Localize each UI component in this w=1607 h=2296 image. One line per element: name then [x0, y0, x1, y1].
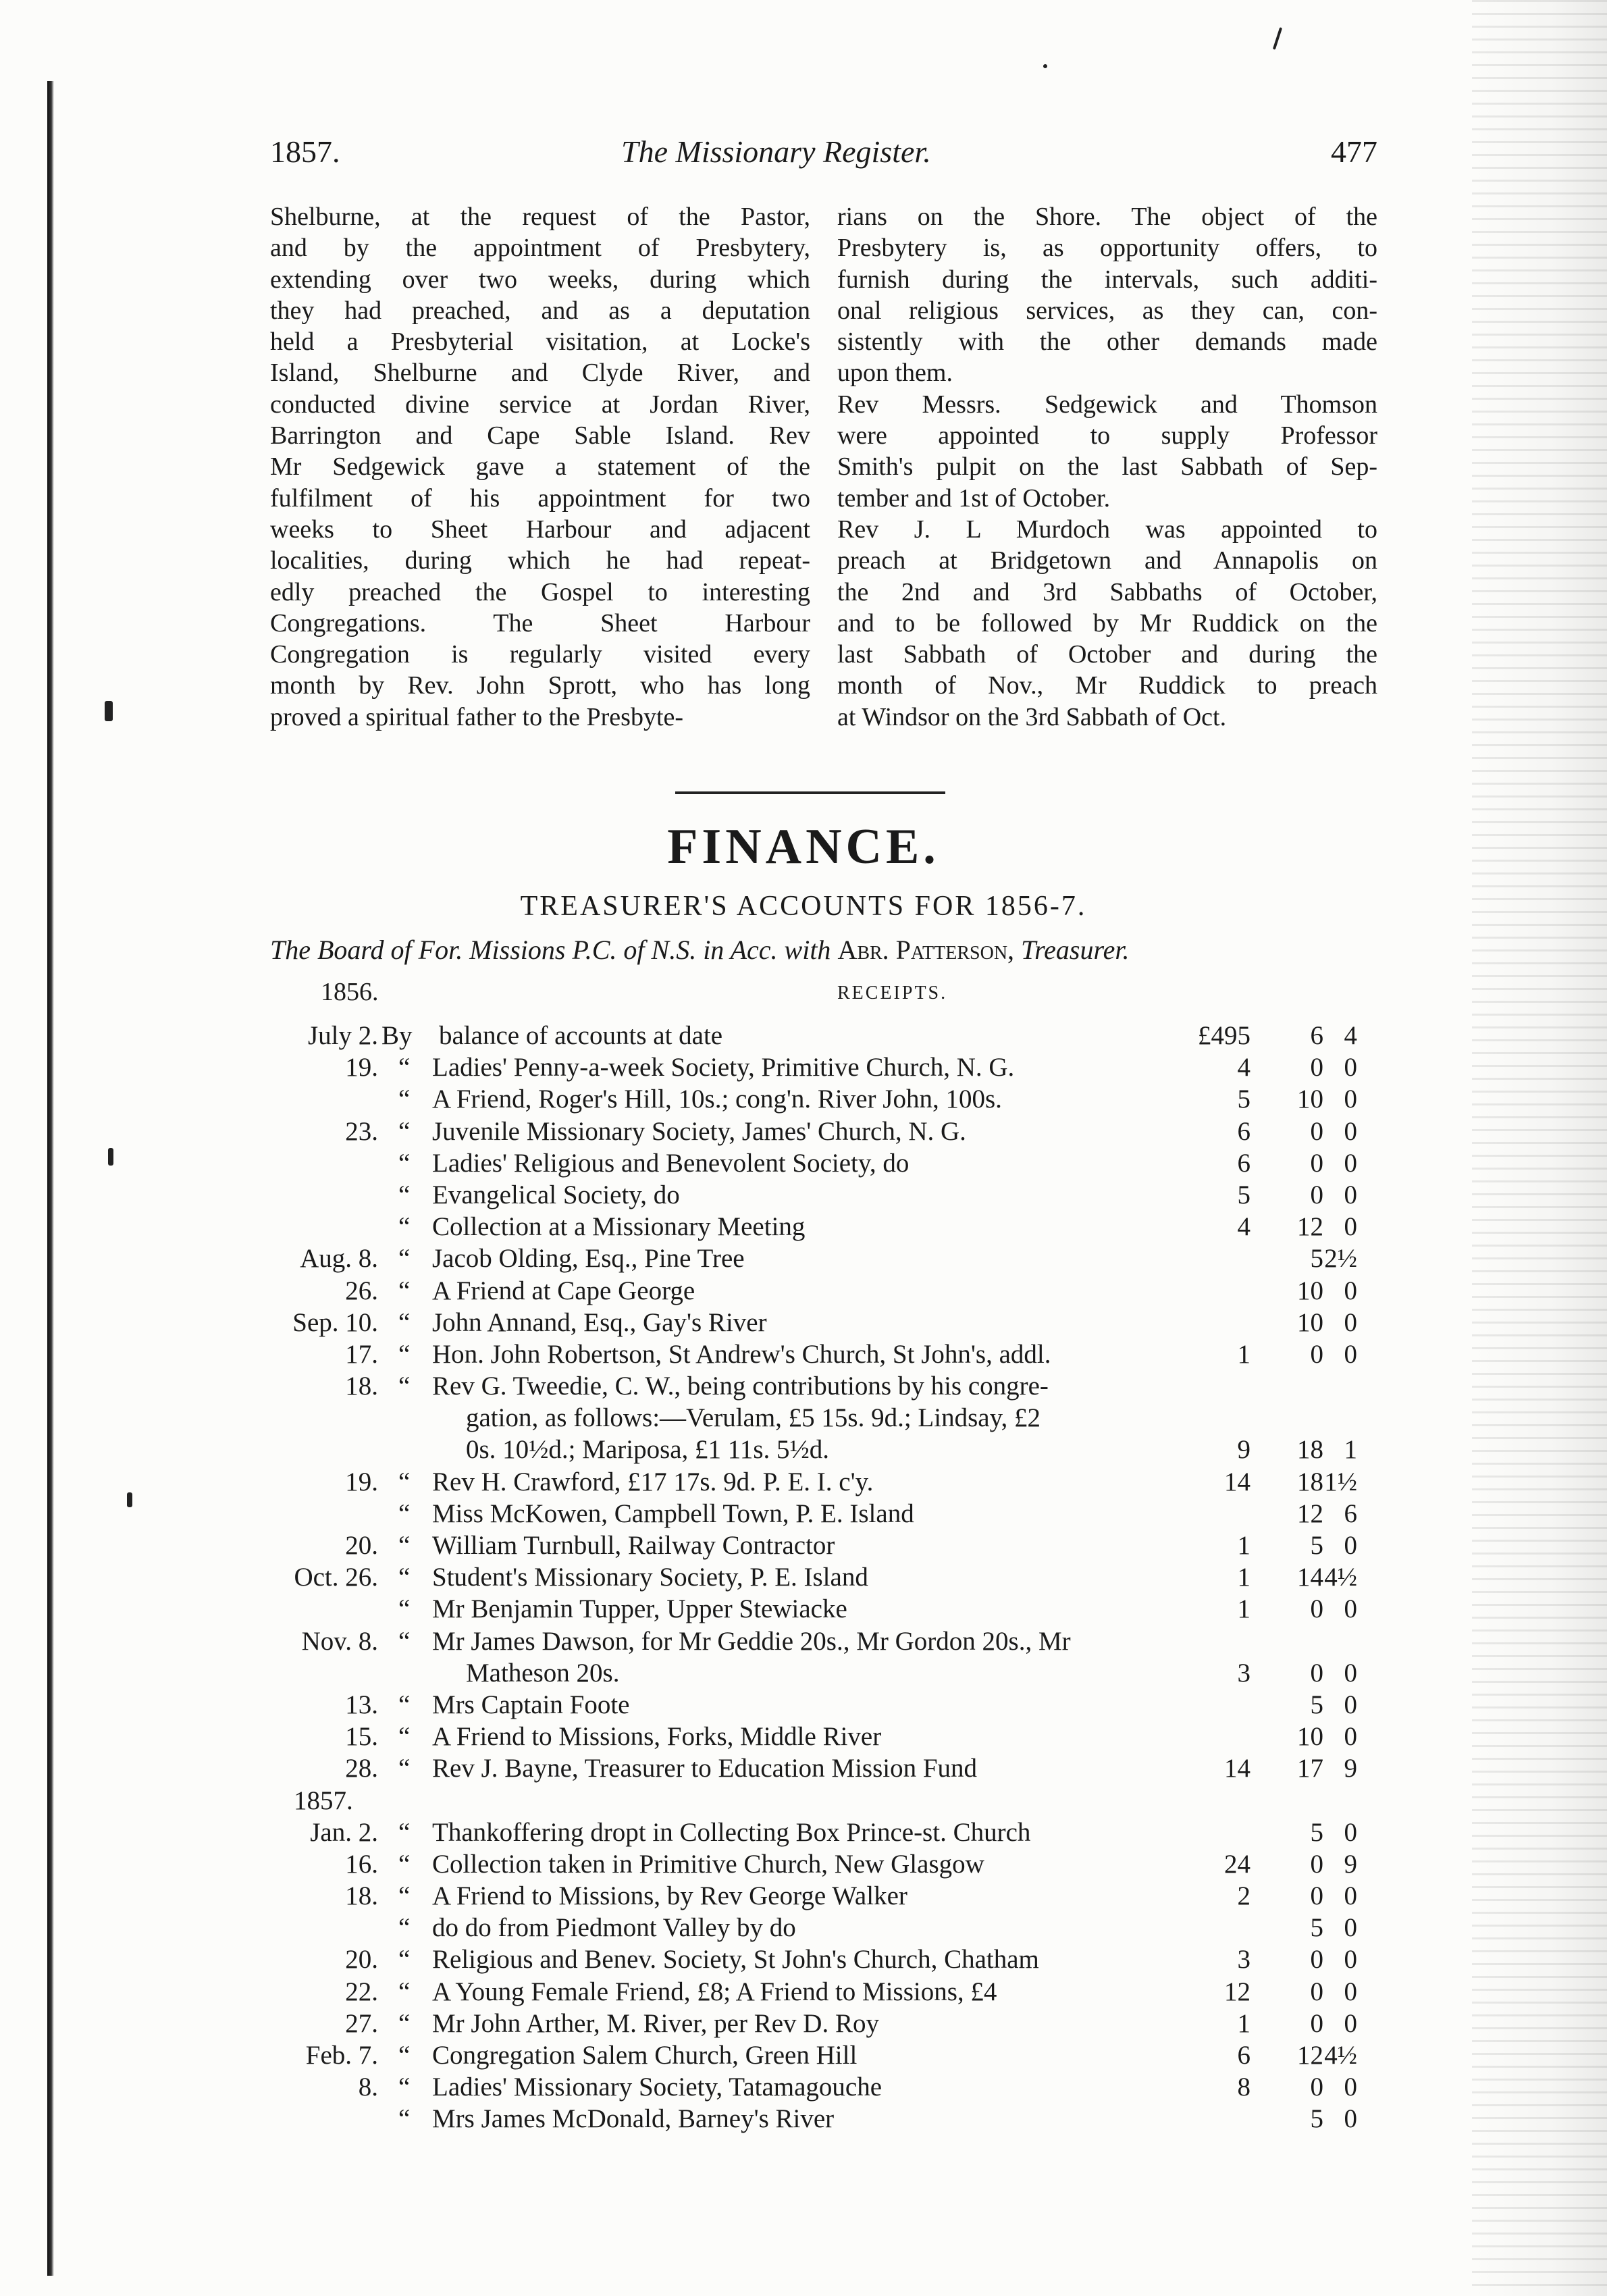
ledger-date: 13.: [345, 1690, 378, 1719]
amount-pounds: 3: [1237, 1945, 1250, 1975]
ledger-row: [0, 1752, 1607, 1784]
amount-pounds: 5: [1237, 1085, 1250, 1114]
scan-speck: [105, 701, 113, 721]
right-text-column: [837, 201, 1377, 733]
amount-shillings: 0: [1310, 1849, 1323, 1879]
amount-pounds: 3: [1237, 1658, 1250, 1688]
text-line: at Windsor on the 3rd Sabbath of Oct.: [837, 702, 1227, 731]
ditto-mark: “: [398, 1053, 411, 1082]
ledger-row: [0, 1721, 1607, 1752]
ledger-date: Feb. 7.: [305, 2041, 378, 2070]
ledger-date: 18.: [345, 1372, 378, 1401]
text-line: Mr Sedgewick gave a statement of the: [270, 452, 810, 481]
ledger-description: William Turnbull, Railway Contractor: [432, 1531, 835, 1560]
amount-pence: 0: [1344, 1690, 1357, 1719]
amount-shillings: 12: [1297, 2041, 1323, 2070]
ledger-row: [0, 1498, 1607, 1530]
ditto-mark: “: [398, 1372, 411, 1401]
ledger-description: 0s. 10½d.; Mariposa, £1 11s. 5½d.: [466, 1435, 830, 1465]
text-line: furnish during the intervals, such additi-: [837, 265, 1377, 294]
ditto-mark: “: [398, 1849, 411, 1879]
amount-shillings: 5: [1310, 1244, 1323, 1274]
amount-pounds: 8: [1237, 2072, 1250, 2102]
ditto-mark: “: [398, 1116, 411, 1146]
amount-shillings: 12: [1297, 1212, 1323, 1242]
ledger-row: [0, 1976, 1607, 2008]
amount-shillings: 0: [1310, 1977, 1323, 2006]
amount-pence: 9: [1344, 1849, 1357, 1879]
amount-pence: 9: [1344, 1754, 1357, 1783]
ledger-date: 19.: [345, 1467, 378, 1496]
ledger-row: [0, 1530, 1607, 1561]
amount-shillings: 10: [1297, 1085, 1323, 1114]
ledger-row: [0, 1147, 1607, 1179]
text-line: Island, Shelburne and Clyde River, and: [270, 359, 810, 388]
ledger-description: Rev H. Crawford, £17 17s. 9d. P. E. I. c'y.: [432, 1467, 874, 1496]
amount-pence: 4: [1344, 1021, 1357, 1050]
ditto-mark: “: [398, 1307, 411, 1337]
ledger-description: A Young Female Friend, £8; A Friend to Missions, £4: [432, 1977, 997, 2006]
text-line: rians on the Shore. The object of the: [837, 203, 1377, 231]
ledger-row: [0, 1243, 1607, 1274]
amount-pounds: 1: [1237, 1339, 1250, 1369]
ledger-description: Rev J. Bayne, Treasurer to Education Mission Fund: [432, 1754, 978, 1783]
ledger-date: 27.: [345, 2008, 378, 2038]
text-line: held a Presbyterial visitation, at Locke's: [270, 328, 810, 357]
ditto-mark: “: [398, 1754, 411, 1783]
amount-pounds: 4: [1237, 1053, 1250, 1082]
ledger-row: [0, 1912, 1607, 1943]
ditto-mark: “: [398, 1180, 411, 1209]
ledger-row: [0, 1657, 1607, 1689]
amount-pence: 0: [1344, 1722, 1357, 1752]
ledger-row: [0, 1020, 1607, 1051]
ditto-mark: “: [398, 1690, 411, 1719]
ledger-description: Juvenile Missionary Society, James' Church, N. G.: [432, 1116, 966, 1146]
amount-pence: 0: [1344, 1212, 1357, 1242]
amount-pounds: 9: [1237, 1435, 1250, 1465]
amount-shillings: 0: [1310, 1594, 1323, 1624]
amount-pence: 0: [1344, 2104, 1357, 2134]
board-account-line: [270, 934, 1377, 966]
text-line: conducted divine service at Jordan River,: [270, 390, 810, 419]
ledger-description: Congregation Salem Church, Green Hill: [432, 2041, 858, 2070]
amount-shillings: 0: [1310, 1180, 1323, 1209]
amount-pence: 0: [1344, 1945, 1357, 1975]
text-line: last Sabbath of October and during the: [837, 640, 1377, 669]
ditto-mark: “: [398, 2008, 411, 2038]
receipts-ledger: [0, 1020, 1607, 2135]
amount-shillings: 0: [1310, 1658, 1323, 1688]
ditto-mark: “: [398, 1467, 411, 1496]
amount-pounds: 1: [1237, 1594, 1250, 1624]
text-line: month of Nov., Mr Ruddick to preach: [837, 671, 1377, 700]
amount-pence: 0: [1344, 1116, 1357, 1146]
text-line: upon them.: [837, 359, 953, 388]
text-line: and to be followed by Mr Ruddick on the: [837, 608, 1377, 637]
ledger-description: Ladies' Religious and Benevolent Society, do: [432, 1148, 910, 1178]
amount-pence: 0: [1344, 1913, 1357, 1943]
amount-shillings: 0: [1310, 1881, 1323, 1911]
ledger-description: Student's Missionary Society, P. E. Island: [432, 1563, 868, 1592]
ledger-date: 18.: [345, 1881, 378, 1911]
ledger-row: [0, 1116, 1607, 1147]
ledger-date: 28.: [345, 1754, 378, 1783]
ledger-description: balance of accounts at date: [439, 1021, 723, 1050]
running-header: [270, 134, 1377, 181]
ledger-row: [0, 2103, 1607, 2135]
amount-pence: 0: [1344, 1977, 1357, 2006]
text-line: Congregation is regularly visited every: [270, 640, 810, 669]
amount-shillings: 18: [1297, 1435, 1323, 1465]
amount-pence: 0: [1344, 1658, 1357, 1688]
ledger-description: Ladies' Missionary Society, Tatamagouche: [432, 2072, 882, 2102]
text-line: Shelburne, at the request of the Pastor,: [270, 203, 810, 231]
ledger-row: [0, 1179, 1607, 1211]
amount-shillings: 5: [1310, 1913, 1323, 1943]
amount-pounds: 14: [1224, 1467, 1250, 1496]
finance-heading: FINANCE.: [667, 819, 940, 875]
ledger-description: Ladies' Penny-a-week Society, Primitive Church, N. G.: [432, 1053, 1015, 1082]
ledger-date: Nov. 8.: [301, 1626, 378, 1656]
text-line: weeks to Sheet Harbour and adjacent: [270, 515, 810, 544]
text-line: tember and 1st of October.: [837, 484, 1111, 513]
ledger-description: Collection taken in Primitive Church, New Glasgow: [432, 1849, 984, 1879]
ledger-description: John Annand, Esq., Gay's River: [432, 1307, 767, 1337]
ledger-row: [0, 1943, 1607, 1975]
ditto-mark: “: [398, 1085, 411, 1114]
ledger-description: A Friend, Roger's Hill, 10s.; cong'n. River John, 100s.: [432, 1085, 1002, 1114]
amount-shillings: 10: [1297, 1307, 1323, 1337]
ledger-date: 20.: [345, 1945, 378, 1975]
amount-pounds: 12: [1224, 1977, 1250, 2006]
ledger-row: [0, 1785, 1607, 1817]
header-year: 1857.: [270, 134, 340, 169]
amount-pence: 0: [1344, 2072, 1357, 2102]
amount-pence: 2½: [1324, 1244, 1357, 1274]
text-line: onal religious services, as they can, con-: [837, 296, 1377, 325]
ditto-mark: “: [398, 2072, 411, 2102]
accounts-subheading: TREASURER'S ACCOUNTS FOR 1856-7.: [520, 891, 1087, 922]
ditto-mark: “: [398, 1276, 411, 1305]
ledger-row: [0, 1817, 1607, 1848]
text-line: Barrington and Cape Sable Island. Rev: [270, 421, 810, 450]
amount-shillings: 17: [1297, 1754, 1323, 1783]
text-line: extending over two weeks, during which: [270, 265, 810, 294]
ditto-mark: “: [398, 1594, 411, 1624]
ledger-description: Mrs Captain Foote: [432, 1690, 630, 1719]
ledger-description: Mr Benjamin Tupper, Upper Stewiacke: [432, 1594, 847, 1624]
ledger-date: 23.: [345, 1116, 378, 1146]
left-text-column: [270, 201, 810, 733]
text-line: edly preached the Gospel to interesting: [270, 577, 810, 606]
amount-pence: 1: [1344, 1435, 1357, 1465]
ledger-description: Evangelical Society, do: [432, 1180, 680, 1209]
text-line: preach at Bridgetown and Annapolis on: [837, 546, 1377, 575]
ledger-row: [0, 1561, 1607, 1593]
ledger-row: [0, 2039, 1607, 2071]
ditto-mark: “: [398, 1945, 411, 1975]
ditto-mark: “: [398, 1531, 411, 1560]
ledger-description: A Friend to Missions, Forks, Middle River: [432, 1722, 882, 1752]
ledger-date: July 2.: [307, 1021, 378, 1050]
amount-pounds: 6: [1237, 1148, 1250, 1178]
text-line: localities, during which he had repeat-: [270, 546, 810, 575]
amount-pence: 6: [1344, 1498, 1357, 1528]
ledger-row: [0, 1338, 1607, 1370]
amount-shillings: 0: [1310, 1945, 1323, 1975]
amount-pounds: 6: [1237, 1116, 1250, 1146]
amount-pence: 0: [1344, 1531, 1357, 1560]
ledger-description: Mrs James McDonald, Barney's River: [432, 2104, 835, 2134]
ledger-date: Aug. 8.: [300, 1244, 378, 1274]
amount-pence: 4½: [1324, 1563, 1357, 1592]
amount-shillings: 10: [1297, 1722, 1323, 1752]
ledger-row: [0, 2071, 1607, 2103]
amount-shillings: 14: [1297, 1563, 1323, 1592]
text-line: the 2nd and 3rd Sabbaths of October,: [837, 577, 1377, 606]
ledger-row: [0, 1402, 1607, 1434]
amount-pence: 0: [1344, 1148, 1357, 1178]
ledger-date: Jan. 2.: [310, 1817, 378, 1847]
ledger-row: [0, 1211, 1607, 1243]
treasurer-role: Treasurer.: [1021, 935, 1130, 965]
amount-pence: 0: [1344, 1594, 1357, 1624]
ledger-date: 15.: [345, 1722, 378, 1752]
ditto-mark: “: [398, 1563, 411, 1592]
text-line: fulfilment of his appointment for two: [270, 484, 810, 513]
amount-shillings: 0: [1310, 1339, 1323, 1369]
ledger-row: [0, 1625, 1607, 1657]
header-title: The Missionary Register.: [621, 134, 931, 169]
amount-pounds: £495: [1198, 1021, 1250, 1050]
ledger-description: Mr James Dawson, for Mr Geddie 20s., Mr Gordon 20s., Mr: [432, 1626, 1071, 1656]
ledger-row: [0, 1593, 1607, 1625]
ledger-row: [0, 1466, 1607, 1498]
treasurer-name: Abr. Patterson,: [837, 935, 1015, 965]
ledger-description: Matheson 20s.: [466, 1658, 620, 1688]
text-line: proved a spiritual father to the Presbyte-: [270, 702, 684, 731]
text-line: Congregations. The Sheet Harbour: [270, 608, 810, 637]
ledger-description: A Friend at Cape George: [432, 1276, 695, 1305]
amount-pence: 0: [1344, 2008, 1357, 2038]
text-line: Rev J. L Murdoch was appointed to: [837, 515, 1377, 544]
amount-shillings: 0: [1310, 1116, 1323, 1146]
scan-speck: [1043, 64, 1047, 68]
ditto-mark: “: [398, 1244, 411, 1274]
ditto-mark: “: [398, 1498, 411, 1528]
amount-pounds: 1: [1237, 2008, 1250, 2038]
text-line: sistently with the other demands made: [837, 328, 1377, 357]
amount-pence: 0: [1344, 1817, 1357, 1847]
amount-pence: 4½: [1324, 2041, 1357, 2070]
amount-pounds: 14: [1224, 1754, 1250, 1783]
ledger-date: 16.: [345, 1849, 378, 1879]
ledger-row: [0, 1689, 1607, 1721]
amount-shillings: 5: [1310, 1531, 1323, 1560]
ledger-description: Collection at a Missionary Meeting: [432, 1212, 806, 1242]
ledger-description: do do from Piedmont Valley by do: [432, 1913, 796, 1943]
amount-pence: 0: [1344, 1180, 1357, 1209]
ledger-row: [0, 1370, 1607, 1402]
ditto-mark: “: [398, 1148, 411, 1178]
amount-pence: 0: [1344, 1276, 1357, 1305]
ditto-mark: “: [398, 1913, 411, 1943]
amount-shillings: 0: [1310, 2072, 1323, 2102]
amount-pence: 0: [1344, 1307, 1357, 1337]
ledger-description: Jacob Olding, Esq., Pine Tree: [432, 1244, 745, 1274]
amount-shillings: 5: [1310, 2104, 1323, 2134]
ledger-row: [0, 2008, 1607, 2039]
ledger-description: A Friend to Missions, by Rev George Walker: [432, 1881, 907, 1911]
ledger-row: [0, 1848, 1607, 1880]
amount-shillings: 5: [1310, 1817, 1323, 1847]
amount-pounds: 2: [1237, 1881, 1250, 1911]
ledger-row: [0, 1880, 1607, 1912]
scan-speck: [1273, 27, 1282, 50]
ledger-description: Hon. John Robertson, St Andrew's Church, St John's, addl.: [432, 1339, 1051, 1369]
text-line: Presbytery is, as opportunity offers, to: [837, 234, 1377, 263]
amount-pounds: 1: [1237, 1563, 1250, 1592]
ditto-mark: “: [398, 1977, 411, 2006]
ledger-row: [0, 1307, 1607, 1338]
ditto-mark: “: [398, 1881, 411, 1911]
amount-pence: 0: [1344, 1339, 1357, 1369]
text-line: they had preached, and as a deputation: [270, 296, 810, 325]
ditto-mark: “: [398, 1626, 411, 1656]
page-number: 477: [1331, 134, 1377, 169]
ditto-mark: “: [398, 1722, 411, 1752]
ledger-year: 1857.: [294, 1785, 353, 1815]
section-divider: [675, 791, 945, 794]
amount-pounds: 5: [1237, 1180, 1250, 1209]
ledger-row: [0, 1434, 1607, 1465]
amount-pounds: 4: [1237, 1212, 1250, 1242]
ledger-date: 8.: [358, 2072, 378, 2102]
ledger-date: 19.: [345, 1053, 378, 1082]
ditto-mark: “: [398, 2104, 411, 2134]
amount-pounds: 1: [1237, 1531, 1250, 1560]
ledger-description: Rev G. Tweedie, C. W., being contributions by his congre-: [432, 1372, 1049, 1401]
ditto-mark: “: [398, 1212, 411, 1242]
text-line: month by Rev. John Sprott, who has long: [270, 671, 810, 700]
ledger-row: [0, 1051, 1607, 1083]
text-line: Rev Messrs. Sedgewick and Thomson: [837, 390, 1377, 419]
ditto-mark: “: [398, 2041, 411, 2070]
ledger-description: Mr John Arther, M. River, per Rev D. Roy: [432, 2008, 879, 2038]
amount-shillings: 18: [1297, 1467, 1323, 1496]
amount-shillings: 12: [1297, 1498, 1323, 1528]
ledger-date: 26.: [345, 1276, 378, 1305]
text-line: Smith's pulpit on the last Sabbath of Sep-: [837, 452, 1377, 481]
ditto-mark: By: [381, 1021, 413, 1050]
ledger-date: Oct. 26.: [294, 1563, 378, 1592]
ledger-description: Thankoffering dropt in Collecting Box Prince-st. Church: [432, 1817, 1031, 1847]
board-line-text: The Board of For. Missions P.C. of N.S. in Acc. with: [270, 935, 831, 965]
year-label: 1856.: [321, 978, 379, 1006]
amount-shillings: 5: [1310, 1690, 1323, 1719]
amount-pounds: 6: [1237, 2041, 1250, 2070]
ledger-date: Sep. 10.: [292, 1307, 378, 1337]
ditto-mark: “: [398, 1339, 411, 1369]
amount-pence: 0: [1344, 1085, 1357, 1114]
amount-pounds: 24: [1224, 1849, 1250, 1879]
amount-pence: 1½: [1324, 1467, 1357, 1496]
amount-pence: 0: [1344, 1881, 1357, 1911]
ledger-date: 17.: [345, 1339, 378, 1369]
text-line: and by the appointment of Presbytery,: [270, 234, 810, 263]
ditto-mark: “: [398, 1817, 411, 1847]
ledger-description: Religious and Benev. Society, St John's Church, Chatham: [432, 1945, 1039, 1975]
ledger-date: 20.: [345, 1531, 378, 1560]
amount-shillings: 0: [1310, 1053, 1323, 1082]
amount-shillings: 10: [1297, 1276, 1323, 1305]
ledger-description: gation, as follows:—Verulam, £5 15s. 9d.; Lindsay, £2: [466, 1403, 1041, 1433]
ledger-row: [0, 1275, 1607, 1307]
ledger-row: [0, 1083, 1607, 1115]
amount-shillings: 6: [1310, 1021, 1323, 1050]
amount-shillings: 0: [1310, 2008, 1323, 2038]
text-line: were appointed to supply Professor: [837, 421, 1377, 450]
ledger-description: Miss McKowen, Campbell Town, P. E. Island: [432, 1498, 914, 1528]
receipts-label: RECEIPTS.: [837, 983, 948, 1003]
amount-shillings: 0: [1310, 1148, 1323, 1178]
amount-pence: 0: [1344, 1053, 1357, 1082]
ledger-date: 22.: [345, 1977, 378, 2006]
